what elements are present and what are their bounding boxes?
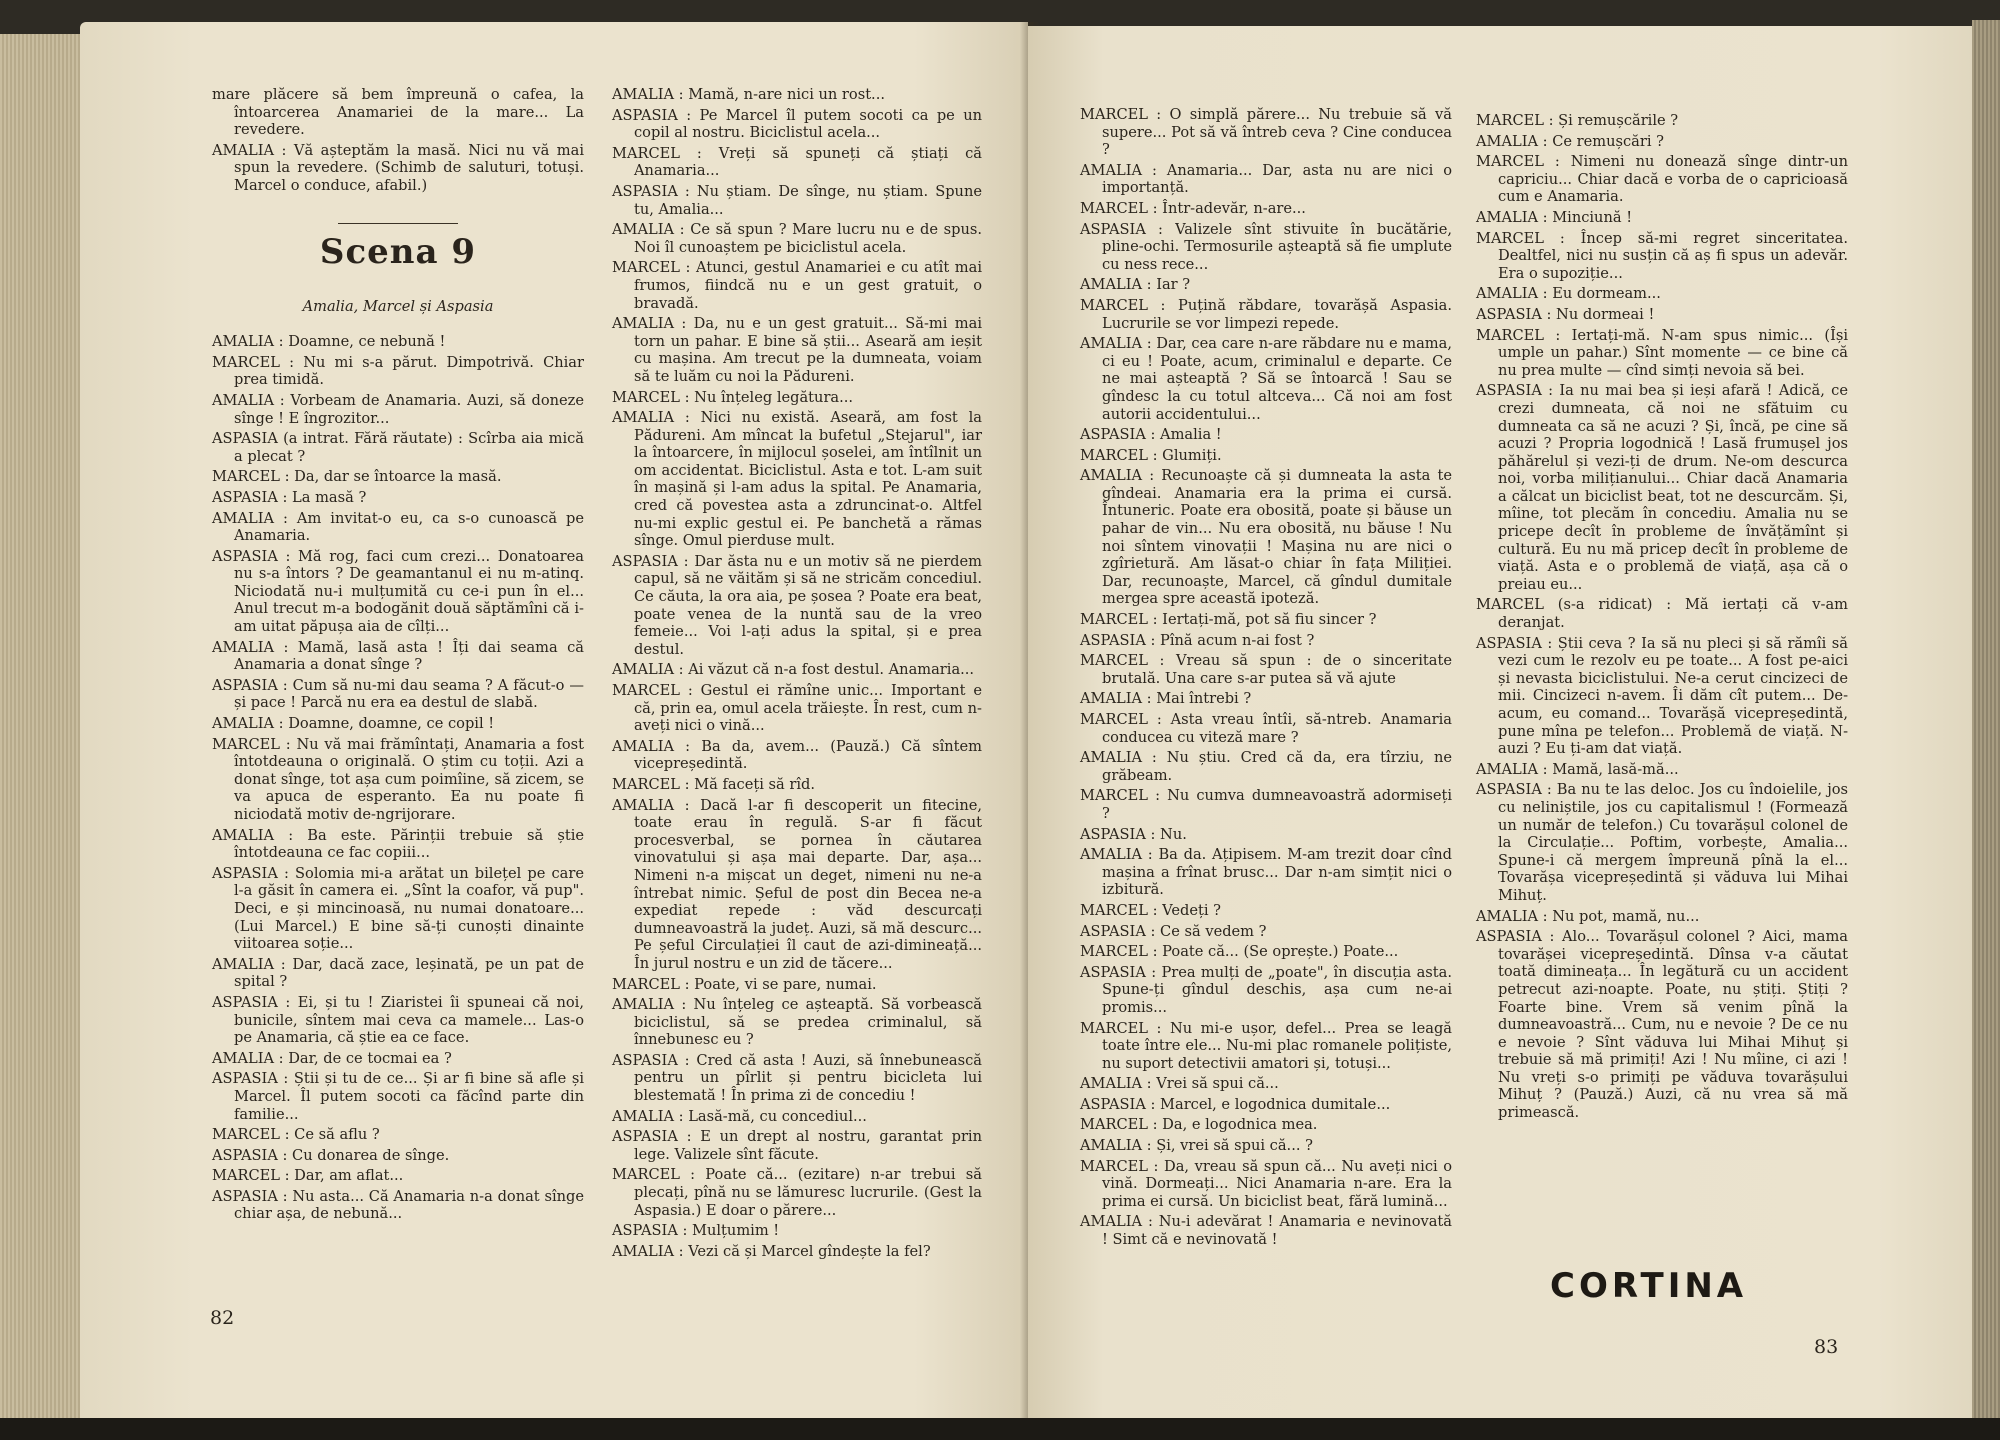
page-stack-left bbox=[0, 34, 82, 1420]
dialogue-line: AMALIA : Anamaria... Dar, asta nu are nici o importanță. bbox=[1080, 161, 1452, 197]
dialogue-line: ASPASIA : E un drept al nostru, garantat prin lege. Valizele sînt făcute. bbox=[612, 1128, 982, 1163]
left-page-column-1 bbox=[212, 86, 584, 1226]
dialogue-line: MARCEL : Vreți să spuneți că știați că Anamaria... bbox=[612, 144, 982, 180]
dialogue-line: AMALIA : Iar ? bbox=[1080, 276, 1191, 294]
dialogue-line: MARCEL : Atunci, gestul Anamariei e cu atît mai frumos, fiindcă nu e un gest gratuit, o bravadă. bbox=[612, 259, 982, 312]
dialogue-line: AMALIA : Nu știu. Cred că da, era tîrziu, ne grăbeam. bbox=[1080, 749, 1452, 784]
dialogue-line: ASPASIA : Ia nu mai bea și ieși afară ! Adică, ce crezi dumneata, că noi ne sfătuim cu dumneata ca să ne acuzi ? Și, încă, pe cine să acuzi ? Propria logodnică ! Lasă frumușel jos păhărelul și vezi-ți de drum. Ne-om descurca noi, vorba milițianului... Chiar dacă Anamaria a călcat un biciclist beat, tot ne descurcăm. Și, mîine, tot plecăm în concediu. Amalia nu se pricepe decît în probleme de învățămînt și cultură. Eu nu mă pricep decît în probleme de viață. Asta e o problemă de viață, așa că o preiau eu... bbox=[1476, 382, 1848, 593]
scene-title: Scena 9 bbox=[319, 231, 477, 272]
dialogue-line: MARCEL : Poate că... (Se oprește.) Poate... bbox=[1080, 943, 1399, 961]
dialogue-line: ASPASIA : Amalia ! bbox=[1080, 426, 1222, 444]
dialogue-line: AMALIA : Și, vrei să spui că... ? bbox=[1080, 1137, 1313, 1155]
dialogue-line: MARCEL : Da, dar se întoarce la masă. bbox=[212, 468, 502, 486]
dialogue-line: ASPASIA : Cum să nu-mi dau seama ? A făcut-o — și pace ! Parcă nu era ea destul de slabă. bbox=[212, 676, 584, 712]
dialogue-line: AMALIA : Ba da, avem... (Pauză.) Că sîntem vicepreședintă. bbox=[612, 737, 982, 773]
dialogue-line: AMALIA : Am invitat-o eu, ca s-o cunoască pe Anamaria. bbox=[212, 509, 584, 545]
dialogue-line: MARCEL : Ce să aflu ? bbox=[212, 1126, 380, 1144]
dialogue-line: AMALIA : Ce să spun ? Mare lucru nu e de spus. Noi îl cunoaștem pe biciclistul acela. bbox=[612, 221, 982, 256]
dialogue-line: AMALIA : Ba este. Părinții trebuie să știe întotdeauna ce fac copiii... bbox=[212, 826, 584, 862]
dialogue-line: AMALIA : Dacă l-ar fi descoperit un fitecine, toate erau în regulă. S-ar fi făcut procesverbal, se pornea în căutarea vinovatului și așa mai departe. Dar, așa... Nimeni n-a mișcat un deget, nimeni nu ne-a întrebat nimic. Șeful de post din Becea ne-a expediat repede : văd descurcați dumneavoastră la județ. Auzi, să mă descurc... Pe șeful Circulației îl caut de azi-dimineață... În jurul nostru e un zid de tăcere... bbox=[612, 796, 982, 972]
dialogue-line: MARCEL : Într-adevăr, n-are... bbox=[1080, 199, 1306, 217]
dialogue-line: MARCEL : Nu vă mai frămîntați, Anamaria a fost întotdeauna o originală. O știm cu toții. Azi a donat sînge, tot așa cum poimîine, să zicem, se va apuca de esperanto. Ea nu poate fi niciodată motiv de-ngrijorare. bbox=[212, 735, 584, 823]
right-page bbox=[1028, 26, 1972, 1420]
dialogue-line: ASPASIA : Ce să vedem ? bbox=[1080, 922, 1267, 940]
dialogue-line: MARCEL : Iertați-mă, pot să fiu sincer ? bbox=[1080, 611, 1377, 629]
dialogue-line: ASPASIA (a intrat. Fără răutate) : Scîrba aia mică a plecat ? bbox=[212, 430, 584, 465]
dialogue-line: AMALIA : Dar, dacă zace, leșinată, pe un pat de spital ? bbox=[212, 955, 584, 991]
dialogue-line: ASPASIA : Prea mulți de „poate", în discuția asta. Spune-ți gîndul deschis, așa cum ne-ai promis... bbox=[1080, 963, 1452, 1016]
dialogue-line: MARCEL : Puțină răbdare, tovarășă Aspasia. Lucrurile se vor limpezi repede. bbox=[1080, 296, 1452, 332]
right-page-column-2 bbox=[1476, 112, 1848, 1125]
dialogue-line: AMALIA : Dar, cea care n-are răbdare nu e mama, ci eu ! Poate, acum, criminalul e departe. Ce ne mai așteaptă ? Să se întoarcă ! Sau se gîndesc la cu totul altceva... Că noi am fost autorii accidentului... bbox=[1080, 335, 1452, 423]
dialogue-line: MARCEL : Dar, am aflat... bbox=[212, 1167, 404, 1185]
dialogue-line: MARCEL (s-a ridicat) : Mă iertați că v-am deranjat. bbox=[1476, 596, 1848, 632]
dialogue-line: ASPASIA : Alo... Tovarășul colonel ? Aici, mama tovarășei vicepreședintă. Dînsa v-a căutat toată dimineața... În legătură cu un accident petrecut azi-noapte. Poate, nu știți. Știți ? Foarte bine. Vrem să venim pînă la dumneavoastră... Cum, nu e nevoie ? De ce nu e nevoie ? Sînt văduva lui Mihai Mihuț și trebuie să mă primiți! Azi ! Nu mîine, ci azi ! Nu vreți s-o primiți pe văduva tovarășului Mihuț ? (Pauză.) Auzi, că nu vrea să mă primească. bbox=[1476, 928, 1848, 1122]
dialogue-line: ASPASIA : Mă rog, faci cum crezi... Donatoarea nu s-a întors ? De geamantanul ei nu m-atinq. Niciodată nu-i mulțumită cu ce-i pun în el... Anul trecut m-a bodogănit două săptămîni că i-am uitat păpușa aia de cîlți... bbox=[212, 547, 584, 636]
dialogue-line: ASPASIA : Nu dormeai ! bbox=[1476, 305, 1655, 323]
dialogue-line: ASPASIA : Știi ceva ? Ia să nu pleci și să rămîi să vezi cum le rezolv eu pe toate... A fost pe-aici și nevasta biciclistului. Ne-a cerut cincizeci de mii. Cincizeci n-avem. Îi dăm cît putem... De-acum, eu comand... Tovarășă vicepreședintă, pune mîna pe telefon... Problemă de viață. N-auzi ? Eu ți-am dat viață. bbox=[1476, 634, 1848, 758]
dialogue-line: ASPASIA : Mulțumim ! bbox=[612, 1222, 780, 1240]
dialogue-line: AMALIA : Vrei să spui că... bbox=[1080, 1075, 1279, 1093]
dialogue-line: ASPASIA : Dar ăsta nu e un motiv să ne pierdem capul, să ne văităm și să ne stricăm concediul. Ce căuta, la ora aia, pe șosea ? Poate era beat, poate venea de la nuntă sau de la vreo femeie... Voi l-ați adus la spital, și e prea destul. bbox=[612, 552, 982, 658]
dialogue-line: MARCEL : Da, e logodnica mea. bbox=[1080, 1116, 1318, 1134]
dialogue-line: MARCEL : Vedeți ? bbox=[1080, 901, 1221, 919]
dialogue-line: ASPASIA : Ei, și tu ! Ziaristei îi spuneai că noi, bunicile, sîntem mai ceva ca mamele... Las-o pe Anamaria, că știe ea ce face. bbox=[212, 993, 584, 1047]
dialogue-line: ASPASIA : Nu asta... Că Anamaria n-a donat sînge chiar așa, de nebună... bbox=[212, 1187, 584, 1223]
dialogue-line: AMALIA : Doamne, doamne, ce copil ! bbox=[212, 715, 495, 733]
dialogue-line: MARCEL : Poate, vi se pare, numai. bbox=[612, 975, 877, 993]
dialogue-line: AMALIA : Minciună ! bbox=[1476, 208, 1633, 226]
dialogue-line: AMALIA : Dar, de ce tocmai ea ? bbox=[212, 1049, 452, 1067]
dialogue-line: ASPASIA : Pînă acum n-ai fost ? bbox=[1080, 631, 1315, 649]
dialogue-line: MARCEL : Și remușcările ? bbox=[1476, 112, 1679, 129]
dialogue-line: AMALIA : Ce remușcări ? bbox=[1476, 132, 1664, 150]
dialogue-line: ASPASIA : Nu. bbox=[1080, 825, 1187, 843]
dialogue-line: ASPASIA : Pe Marcel îl putem socoti ca pe un copil al nostru. Biciclistul acela... bbox=[612, 106, 982, 142]
dialogue-line: MARCEL : Nu mi s-a părut. Dimpotrivă. Chiar prea timidă. bbox=[212, 353, 584, 389]
dialogue-line: AMALIA : Vorbeam de Anamaria. Auzi, să doneze sînge ! E îngrozitor... bbox=[212, 391, 584, 427]
dialogue-line: AMALIA : Ai văzut că n-a fost destul. Anamaria... bbox=[612, 661, 975, 679]
dialogue-line: ASPASIA : Valizele sînt stivuite în bucătărie, pline-ochi. Termosurile așteaptă să fie umplute cu ness rece... bbox=[1080, 220, 1452, 273]
dialogue-line: MARCEL : Vreau să spun : de o sinceritate brutală. Una care s-ar putea să vă ajute bbox=[1080, 652, 1452, 687]
bottom-shadow bbox=[0, 1418, 2000, 1440]
dialogue-line: MARCEL : Nu cumva dumneavoastră adormiseți ? bbox=[1080, 787, 1452, 822]
dialogue-line: AMALIA : Eu dormeam... bbox=[1476, 285, 1661, 303]
left-page bbox=[80, 22, 1028, 1420]
dialogue-line: AMALIA : Vă așteptăm la masă. Nici nu vă mai spun la revedere. (Schimb de saluturi, totuși. Marcel o conduce, afabil.) bbox=[212, 141, 584, 194]
dialogue-line: MARCEL : Încep să-mi regret sinceritatea. Dealtfel, nici nu susțin că aș fi spus un adevăr. Era o supoziție... bbox=[1476, 229, 1848, 282]
dialogue-line: ASPASIA : Ba nu te las deloc. Jos cu îndoielile, jos cu neliniștile, jos cu capitalismul ! (Formează un număr de telefon.) Cu tovarășul colonel de la Circulație... Poftim, vorbește, Amalia... Spune-i că mergem împreună pînă la el... Tovarășa vicepreședintă și văduva lui Mihai Mihuț. bbox=[1476, 781, 1848, 904]
dialogue-line: MARCEL : Poate că... (ezitare) n-ar trebui să plecați, pînă nu se lămuresc lucrurile. (Gest la Aspasia.) E doar o părere... bbox=[612, 1166, 982, 1219]
dialogue-line: mare plăcere să bem împreună o cafea, la întoarcerea Anamariei de la mare... La revedere. bbox=[212, 86, 584, 139]
dialogue-line: MARCEL : Gestul ei rămîne unic... Important e că, prin ea, omul acela trăiește. În rest, cum n-aveți nici o vină... bbox=[612, 682, 982, 735]
dialogue-line: ASPASIA : Marcel, e logodnica dumitale... bbox=[1080, 1095, 1391, 1113]
dialogue-line: AMALIA : Lasă-mă, cu concediul... bbox=[612, 1107, 867, 1125]
dialogue-line: ASPASIA : Cred că asta ! Auzi, să înnebunească pentru un pîrlit și pentru bicicleta lui blestemată ! În prima zi de concediu ! bbox=[612, 1051, 982, 1105]
dialogue-line: AMALIA : Nici nu există. Aseară, am fost la Pădureni. Am mîncat la bufetul „Stejarul", iar la întoarcere, în mijlocul șoselei, am întîlnit un om accidentat. Biciclistul. Asta e tot. L-am suit în mașină și l-am adus la spital. Pe Anamaria, cred că povestea asta a zdruncinat-o. Altfel nu-mi explic gestul ei. Pe banchetă a rămas sînge. Omul pierduse mult. bbox=[612, 409, 982, 550]
dialogue-line: AMALIA : Mamă, lasă-mă... bbox=[1476, 760, 1679, 778]
dialogue-line: MARCEL : Iertați-mă. N-am spus nimic... (Își umple un pahar.) Sînt momente — ce bine că nu prea multe — cînd simți nevoia să bei. bbox=[1476, 326, 1848, 379]
dialogue-line: AMALIA : Mamă, lasă asta ! Îți dai seama că Anamaria a donat sînge ? bbox=[212, 638, 584, 674]
page-stack-right bbox=[1972, 20, 2000, 1420]
dialogue-line: MARCEL : Glumiți. bbox=[1080, 446, 1222, 464]
dialogue-line: AMALIA : Da, nu e un gest gratuit... Să-mi mai torn un pahar. E bine să știi... Aseară am ieșit cu mașina. Am trecut pe la dumneata, voiam să te luăm cu noi la Pădureni. bbox=[612, 315, 982, 385]
dialogue-line: MARCEL : O simplă părere... Nu trebuie să vă supere... Pot să vă întreb ceva ? Cine conducea ? bbox=[1080, 106, 1452, 159]
cortina-heading: CORTINA bbox=[1550, 1266, 1748, 1306]
page-number-right: 83 bbox=[1814, 1336, 1839, 1358]
dialogue-line: AMALIA : Mai întrebi ? bbox=[1080, 690, 1252, 708]
dialogue-line: MARCEL : Nimeni nu donează sînge dintr-un capriciu... Chiar dacă e vorba de o capricioasă cum e Anamaria. bbox=[1476, 153, 1848, 206]
dialogue-line: MARCEL : Mă faceți să rîd. bbox=[612, 775, 815, 793]
dialogue-line: AMALIA : Recunoaște că și dumneata la asta te gîndeai. Anamaria era la prima ei cursă. Întuneric. Poate era obosită, poate și băuse un pahar de vin... Nu era obosită, nu băuse ! Nu noi sîntem vinovații ! Mașina nu are nici o zgîrietură. Am lăsat-o chiar în fața Miliției. Dar, recunoaște, Marcel, că gîndul dumitale mergea spre această ipoteză. bbox=[1080, 467, 1452, 608]
dialogue-line: AMALIA : Nu înțeleg ce așteaptă. Să vorbească biciclistul, să se predea criminalul, să înnebunesc eu ? bbox=[612, 996, 982, 1049]
left-page-column-2 bbox=[612, 86, 982, 1263]
scene-cast: Amalia, Marcel și Aspasia bbox=[302, 297, 494, 315]
dialogue-line: ASPASIA : Cu donarea de sînge. bbox=[212, 1146, 450, 1164]
dialogue-line: MARCEL : Nu înțeleg legătura... bbox=[612, 388, 854, 406]
dialogue-line: AMALIA : Mamă, n-are nici un rost... bbox=[612, 86, 885, 103]
scene-rule bbox=[338, 223, 458, 224]
dialogue-line: ASPASIA : Solomia mi-a arătat un bilețel pe care l-a găsit în camera ei. „Sînt la coafor, vă pup". Deci, e și mincinoasă, nu numai donatoare... (Lui Marcel.) E bine să-ți cunoști dinainte viitoarea soție... bbox=[212, 864, 584, 953]
dialogue-line: ASPASIA : La masă ? bbox=[212, 488, 367, 506]
right-page-column-1 bbox=[1080, 106, 1452, 1252]
dialogue-line: AMALIA : Ba da. Ațipisem. M-am trezit doar cînd mașina a frînat brusc... Dar n-am simțit nici o izbitură. bbox=[1080, 846, 1452, 899]
dialogue-line: MARCEL : Da, vreau să spun că... Nu aveți nici o vină. Dormeați... Nici Anamaria n-are. Era la prima ei cursă. Un biciclist beat, fără lumină... bbox=[1080, 1157, 1452, 1210]
dialogue-line: ASPASIA : Nu știam. De sînge, nu știam. Spune tu, Amalia... bbox=[612, 182, 982, 218]
dialogue-line: ASPASIA : Știi și tu de ce... Și ar fi bine să afle și Marcel. Îl putem socoti ca făcînd parte din familie... bbox=[212, 1070, 584, 1123]
dialogue-line: AMALIA : Nu pot, mamă, nu... bbox=[1476, 907, 1700, 925]
dialogue-line: MARCEL : Nu mi-e ușor, defel... Prea se leagă toate între ele... Nu-mi plac romanele polițiste, nu suport detectivii amatori și, totuși... bbox=[1080, 1019, 1452, 1072]
dialogue-line: MARCEL : Asta vreau întîi, să-ntreb. Anamaria conducea cu viteză mare ? bbox=[1080, 711, 1452, 746]
page-number-left: 82 bbox=[210, 1307, 235, 1329]
dialogue-line: AMALIA : Vezi că și Marcel gîndește la fel? bbox=[612, 1242, 931, 1260]
dialogue-line: AMALIA : Nu-i adevărat ! Anamaria e nevinovată ! Simt că e nevinovată ! bbox=[1080, 1213, 1452, 1249]
dialogue-line: AMALIA : Doamne, ce nebună ! bbox=[212, 333, 446, 351]
